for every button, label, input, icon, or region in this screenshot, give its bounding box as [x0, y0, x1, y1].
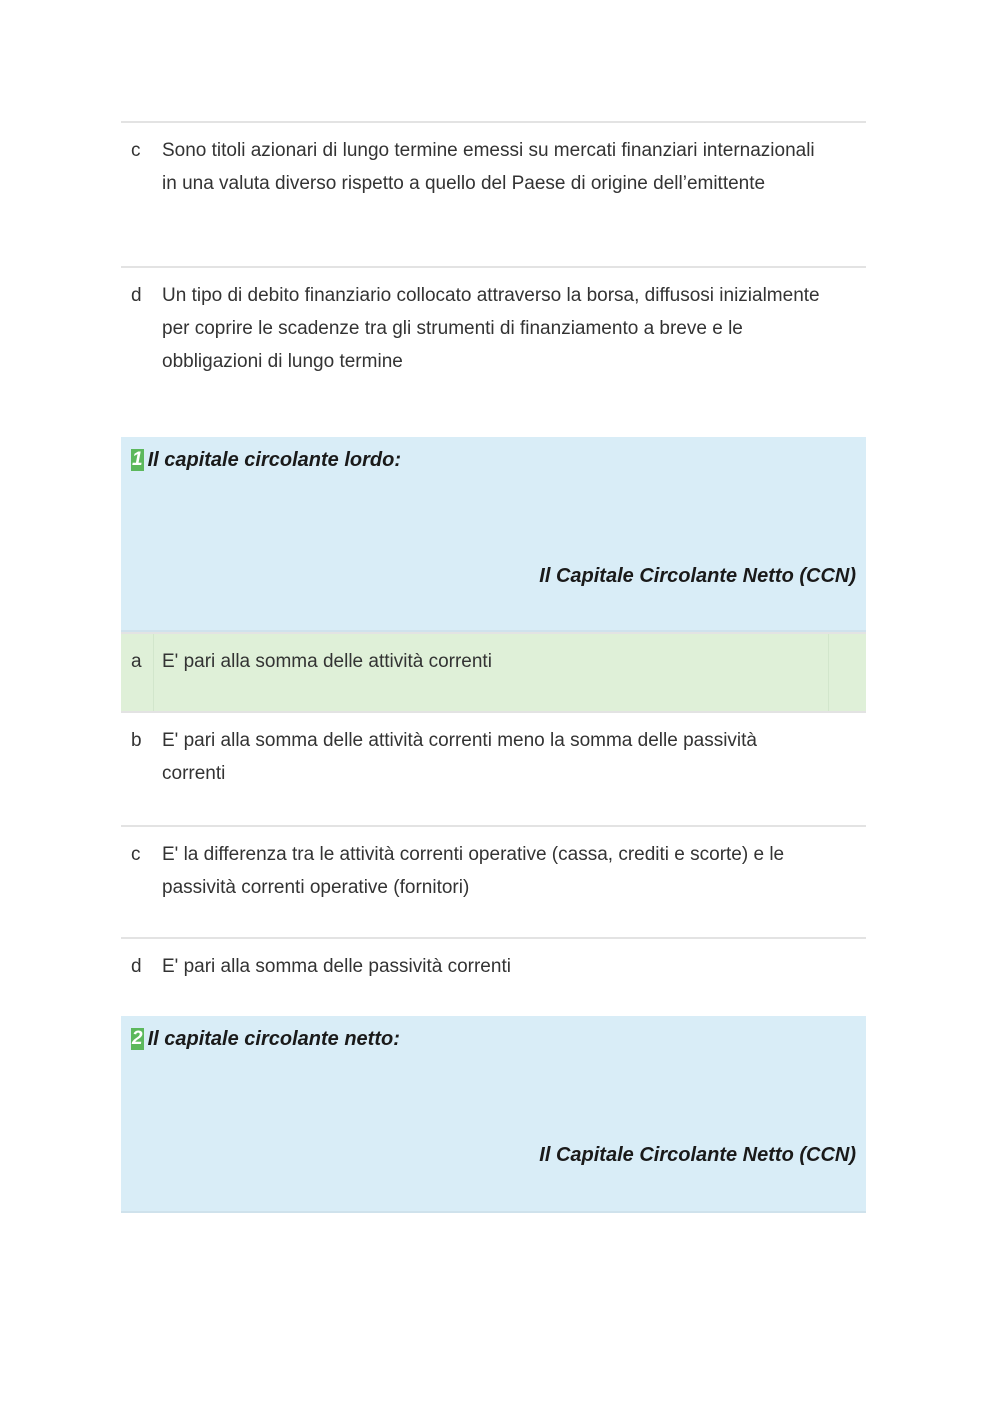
question-2-title — [131, 1026, 400, 1052]
question-1-title — [131, 447, 401, 473]
option-letter: b — [131, 730, 142, 751]
option-text: E' pari alla somma delle attività correnti — [162, 651, 492, 672]
question-2-header — [121, 1016, 866, 1213]
option-text: E' la differenza tra le attività correnti operative (cassa, crediti e scorte) e le passività correnti operative (fornitori) — [162, 844, 785, 898]
option-letter: d — [131, 956, 142, 977]
option-letter: c — [131, 140, 141, 161]
question-number-badge: 2 — [132, 1028, 143, 1049]
question-number-badge: 1 — [132, 449, 143, 470]
answer-option-d — [121, 266, 866, 437]
question-1-header — [121, 437, 866, 632]
answer-option-a-correct — [121, 632, 866, 711]
answer-option-c — [121, 121, 866, 266]
question-prompt: Il capitale circolante lordo: — [147, 449, 401, 471]
answer-option-b — [121, 711, 866, 825]
answer-option-c — [121, 825, 866, 937]
question-reference: Il Capitale Circolante Netto (CCN) — [539, 565, 856, 587]
question-prompt: Il capitale circolante netto: — [147, 1028, 400, 1050]
answer-option-d — [121, 937, 866, 1016]
option-text: E' pari alla somma delle passività correnti — [162, 956, 511, 977]
option-text: Un tipo di debito finanziario collocato attraverso la borsa, diffusosi inizialmente per coprire le scadenze tra gli strumenti di finanziamento a breve e le obbligazioni di lungo termine — [162, 285, 820, 372]
option-letter: d — [131, 285, 142, 306]
quiz-sheet — [121, 121, 866, 1213]
option-text: E' pari alla somma delle attività correnti meno la somma delle passività correnti — [162, 730, 757, 784]
option-letter: c — [131, 844, 141, 865]
question-reference: Il Capitale Circolante Netto (CCN) — [539, 1144, 856, 1166]
option-letter: a — [131, 651, 142, 672]
option-text: Sono titoli azionari di lungo termine emessi su mercati finanziari internazionali in una valuta diverso rispetto a quello del Paese di origine dell’emittente — [162, 140, 815, 194]
